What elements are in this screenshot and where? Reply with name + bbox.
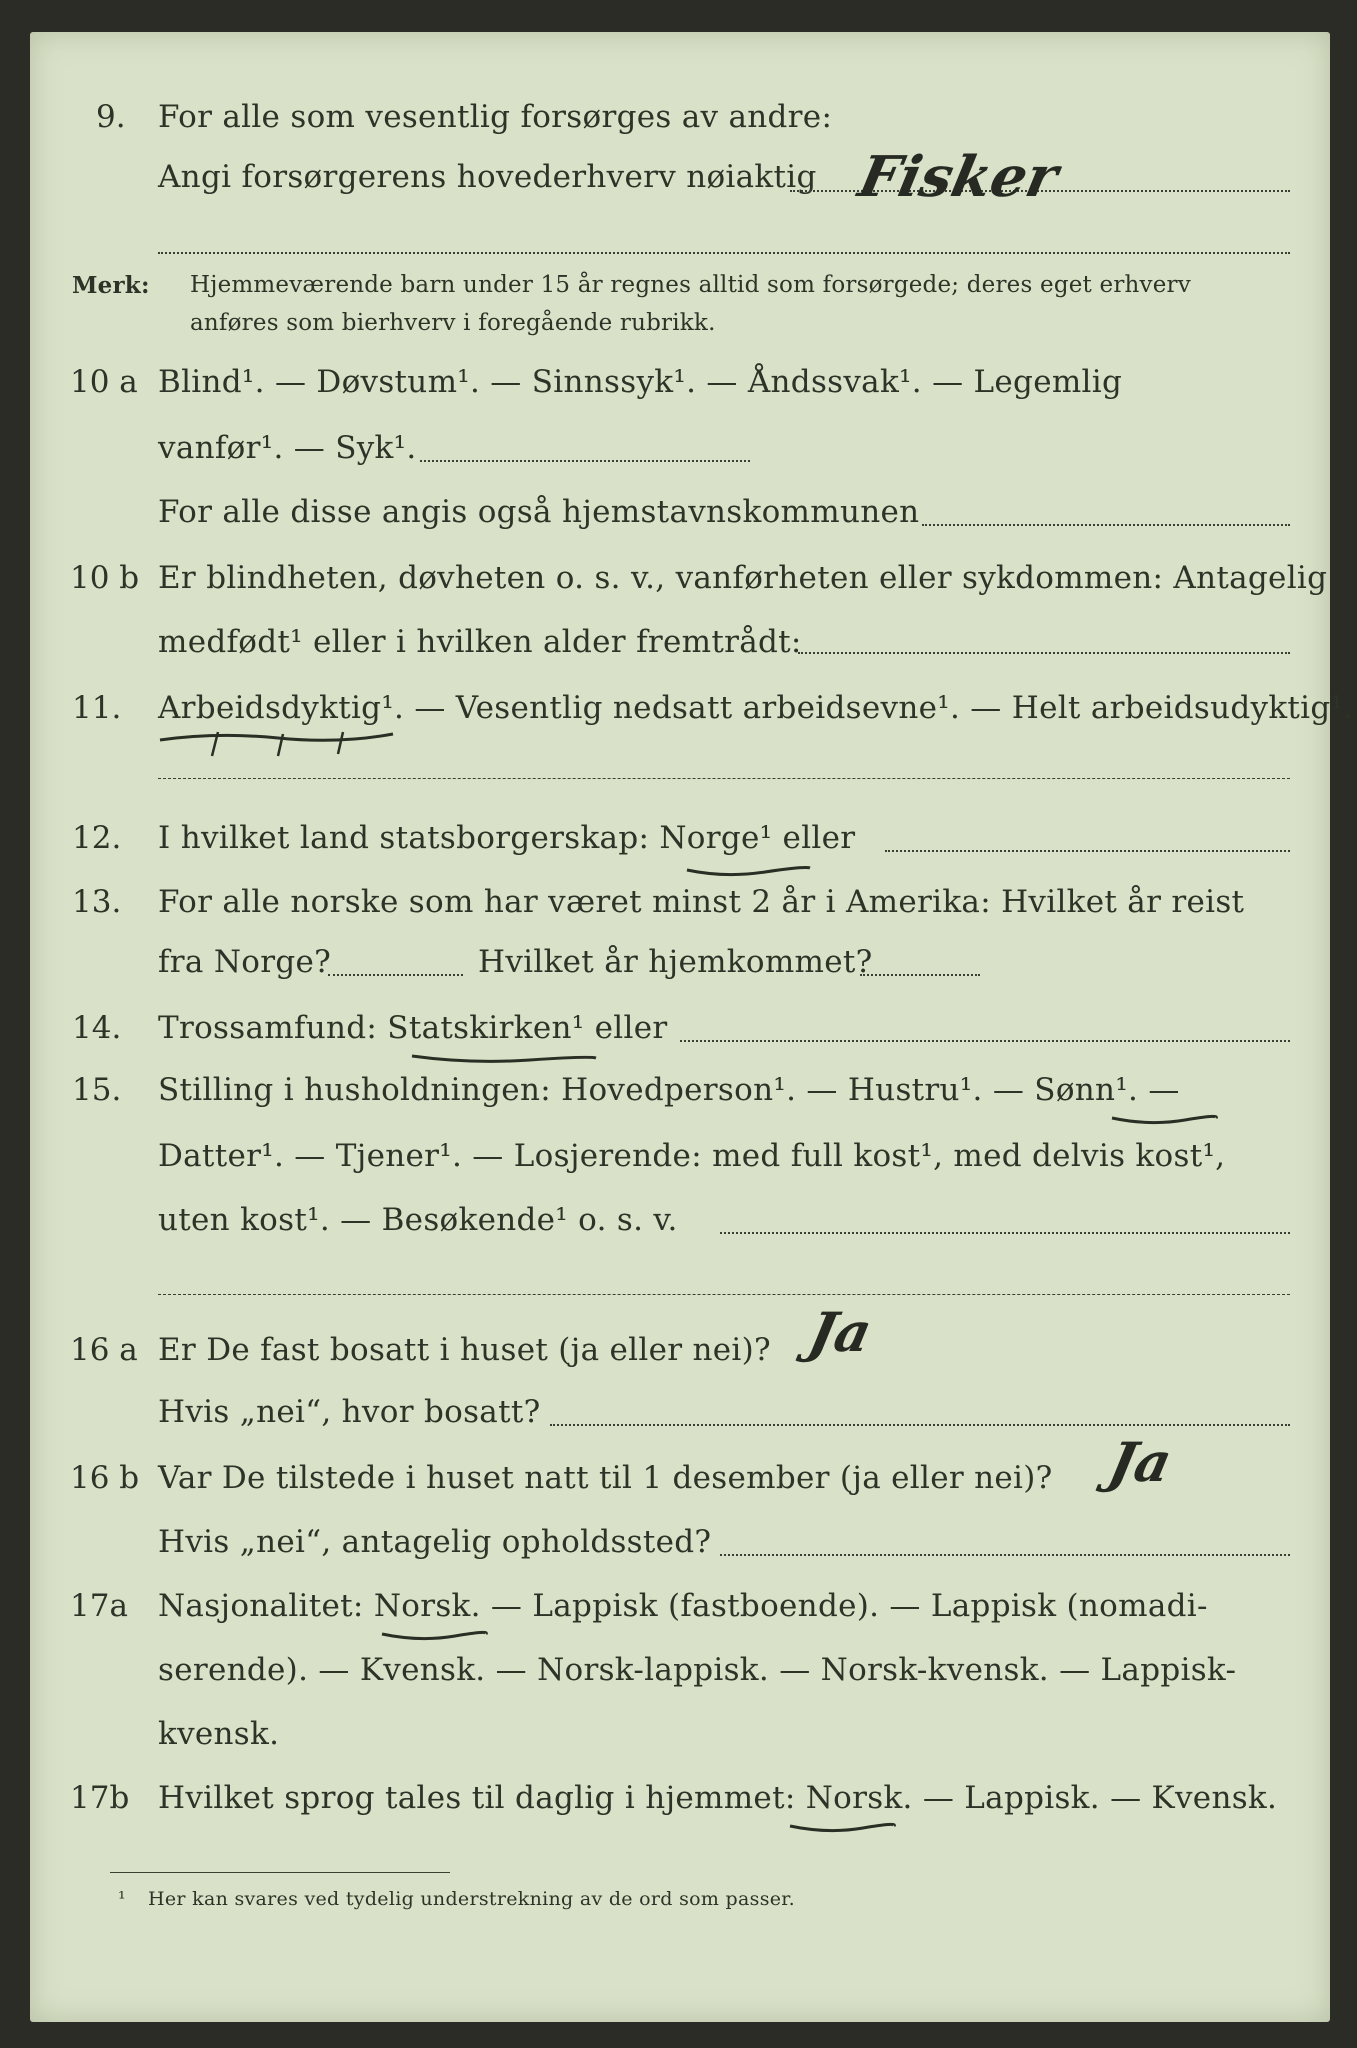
q12-line1: I hvilket land statsborgerskap: Norge¹ eller [158,820,856,856]
q10b-line2: medfødt¹ eller i hvilken alder fremtrådt: [158,624,802,660]
q17b-number: 17b [70,1780,130,1816]
q15-line1: Stilling i husholdningen: Hovedperson¹. — Hustru¹. — Sønn¹. — [158,1072,1180,1108]
q11-underline-mark [158,722,398,762]
q15-line2: Datter¹. — Tjener¹. — Losjerende: med full kost¹, med delvis kost¹, [158,1138,1226,1174]
q16b-line2: Hvis „nei“, antagelig opholdssted? [158,1524,712,1560]
q14-number: 14. [72,1010,122,1046]
q13-number: 13. [72,884,122,920]
merk-label: Merk: [72,272,150,299]
q16b-line1: Var De tilstede i huset natt til 1 desember (ja eller nei)? [158,1460,1053,1496]
merk-line2: anføres som bierhverv i foregående rubrikk. [190,310,716,336]
q10b-answer-line [798,652,1290,654]
q13-hjemkommet-line [860,974,980,976]
q16a-line2: Hvis „nei“, hvor bosatt? [158,1394,541,1430]
q9-extra-line [158,252,1290,254]
q14-line1: Trossamfund: Statskirken¹ eller [158,1010,668,1046]
q14-answer-line [680,1040,1290,1042]
q13-line1: For alle norske som har været minst 2 år i Amerika: Hvilket år reist [158,884,1245,920]
q17a-underline-mark [380,1626,490,1646]
q12-number: 12. [72,820,122,856]
footnote-mark: ¹ [118,1888,126,1910]
q13-line2a: fra Norge? [158,944,332,980]
q12-underline-mark [685,858,815,882]
q16b-answer-line [720,1554,1290,1556]
footnote-divider [110,1872,450,1873]
q10a-kommune-line [922,524,1290,526]
q10b-number: 10 b [70,560,140,596]
q16a-handwritten-answer: Ja [803,1300,878,1364]
q16a-number: 16 a [70,1332,138,1368]
q15-answer-line [720,1232,1290,1234]
q13-reist-line [328,974,463,976]
q17a-number: 17a [70,1588,128,1624]
q14-underline-mark [410,1048,600,1070]
q9-line1: For alle som vesentlig forsørges av andre: [158,99,833,135]
q16b-handwritten-answer: Ja [1103,1430,1178,1494]
q10a-syk-line [420,460,750,462]
census-form-page [30,32,1354,2022]
q9-handwritten-answer: Fisker [852,144,1064,210]
q17a-line3: kvensk. [158,1716,280,1752]
q16a-answer-line [550,1424,1290,1426]
q16a-line1: Er De fast bosatt i huset (ja eller nei)? [158,1332,771,1368]
q11-answer-line [158,778,1290,779]
q10a-line2: vanfør¹. — Syk¹. [158,430,417,466]
q10a-line3: For alle disse angis også hjemstavnskommunen [158,494,920,530]
q11-line1: Arbeidsdyktig¹. — Vesentlig nedsatt arbeidsevne¹. — Helt arbeidsudyktig¹. [158,690,1354,726]
q13-line2b: Hvilket år hjemkommet? [478,944,873,980]
q10a-line1: Blind¹. — Døvstum¹. — Sinnssyk¹. — Åndssvak¹. — Legemlig [158,364,1123,400]
q9-line2: Angi forsørgerens hovederhverv nøiaktig [158,159,817,195]
q16b-number: 16 b [70,1460,140,1496]
q12-answer-line [885,850,1290,852]
q17b-underline-mark [788,1818,898,1838]
q17a-line2: serende). — Kvensk. — Norsk-lappisk. — Norsk-kvensk. — Lappisk- [158,1652,1237,1688]
q11-number: 11. [72,690,122,726]
merk-line1: Hjemmeværende barn under 15 år regnes alltid som forsørgede; deres eget erhverv [190,272,1191,298]
q15-number: 15. [72,1072,122,1108]
q15-extra-line [158,1294,1290,1295]
q17b-line1: Hvilket sprog tales til daglig i hjemmet: Norsk. — Lappisk. — Kvensk. [158,1780,1278,1816]
q10a-number: 10 a [70,364,138,400]
q9-number: 9. [96,99,126,135]
q15-line3: uten kost¹. — Besøkende¹ o. s. v. [158,1202,678,1238]
q15-underline-mark [1110,1110,1220,1130]
footnote-text: Her kan svares ved tydelig understrekning av de ord som passer. [148,1888,795,1910]
q17a-line1: Nasjonalitet: Norsk. — Lappisk (fastboende). — Lappisk (nomadi- [158,1588,1208,1624]
q10b-line1: Er blindheten, døvheten o. s. v., vanførheten eller sykdommen: Antagelig [158,560,1328,596]
